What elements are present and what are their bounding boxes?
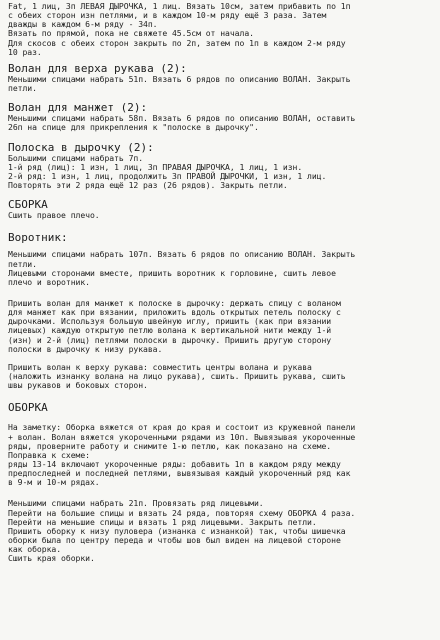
- sleeve-top-ruffle-text: Меньшими спицами набрать 51п. Вязать 6 рядов по описанию ВОЛАН. Закрыть петли.: [8, 73, 351, 94]
- eyelet-strip-text: Большими спицами набрать 7п. 1-й ряд (лиц): 1 изн, 1 лиц, 3п ПРАВАЯ ДЫРОЧКА, 1 лиц, 1 изн. 2-й ряд: 1 изн, 1 лиц, продолжить 3п ПРАВОЙ ДЫРОЧКИ, 1 изн, 1 лиц. Повторять эти 2 ряда ещё 12 раз (26 рядов). Закрыть петли.: [8, 152, 327, 191]
- collar-text-2: Лицевыми сторонами вместе, пришить воротник к горловине, сшить левое плечо и воротник.: [8, 267, 336, 287]
- spacer: [8, 220, 434, 232]
- spacer: [8, 190, 434, 199]
- cuff-attach-text: Пришить волан для манжет к полоске в дырочку: держать спицу с воланом для манжет как при вязании, приложить вдоль открытых петель полоску с дырочками. Используя большую швейную иглу, пришить (как при вязании лицевых) каждую открытую петлю волана к вертикальной нити между 1-й (изн) и 2-й (лиц) петлями полоски в дырочку. Пришить другую сторону полоски в дырочку к низу рукава.: [8, 297, 341, 354]
- sleeve-attach-text: Пришить волан к верху рукава: совместить центры волана и рукава (наложить изнанку волана на лицо рукава), сшить. Пришить рукава, сшить швы рукавов и боковых сторон.: [8, 361, 346, 391]
- assembly-text: Сшить правое плечо.: [8, 210, 100, 221]
- collar-text-1: Меньшими спицами набрать 107п. Вязать 6 рядов по описанию ВОЛАН. Закрыть петли.: [8, 249, 356, 269]
- trim-note-text: На заметку: Оборка вяжется от края до края и состоит из кружевной панели + волан. Волан вяжется укороченными рядами из 10п. Вывязывая укороченные ряды, проверните работу и снимите 1-ю петлю, как показано на схеме. Поправка к схеме: ряды 13-14 включают укороченные ряды: добавить 1п в каждом ряду между предпоследней и последней петлями, вывязывая каждый укороченный ряд как в 9-м и 10-м рядах.: [8, 422, 356, 488]
- heading-sleeve-top-ruffle: Волан для верха рукава (2):: [8, 61, 187, 75]
- spacer: [8, 390, 434, 402]
- heading-assembly: СБОРКА: [8, 198, 48, 212]
- heading-collar: Воротник:: [8, 231, 68, 245]
- heading-eyelet-strip: Полоска в дырочку (2):: [8, 140, 154, 154]
- cuff-ruffle-text: Меньшими спицами набрать 58п. Вязать 6 рядов по описанию ВОЛАН, оставить 26п на спице для прикрепления к "полоске в дырочку".: [8, 113, 356, 133]
- heading-cuff-ruffle: Волан для манжет (2):: [8, 101, 148, 115]
- intro-paragraph: Fat, 1 лиц, 3п ЛЕВАЯ ДЫРОЧКА, 1 лиц. Вязать 10см, затем прибавить по 1п с обеих сторон изн петлями, и в каждом 10-м ряду ещё 3 раза. Затем дважды в каждом 6-м ряду - 34п. Вязать по прямой, пока не свяжете 45.5см от начала. Для скосов с обеих сторон закрыть по 2п, затем по 1п в каждом 2-м ряду 10 раз.: [8, 1, 351, 57]
- heading-trim: ОБОРКА: [8, 401, 48, 415]
- trim-instructions-text: Меньшими спицами набрать 21п. Провязать ряд лицевыми. Перейти на большие спицы и вязать 24 ряда, повторяя схему ОБОРКА 4 раза. Перейти на меньшие спицы и вязать 1 ряд лицевыми. Закрыть петли. Пришить оборку к низу пуловера (изнанка с изнанкой) так, чтобы шишечка оборки была по центру переда и чтобы шов был виден на лицевой стороне как оборка. Сшить края оборки.: [8, 498, 356, 564]
